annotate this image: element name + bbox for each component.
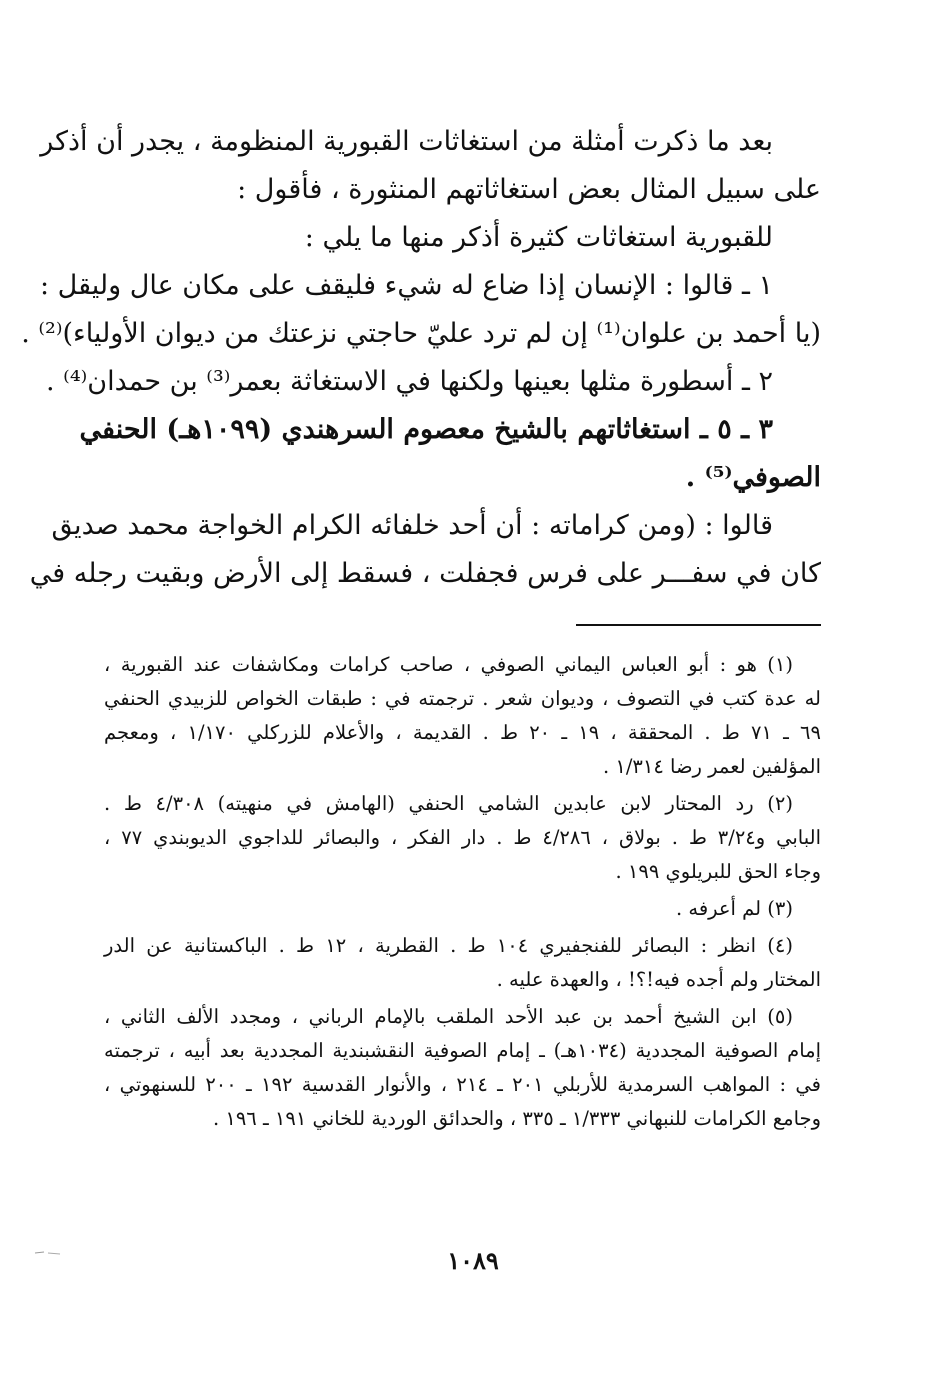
- footnote-line: إمام الصوفية المجددية (١٠٣٤هـ) ـ إمام الصوفية النقشبندية المجددية بعد أبيه ، ترجمته: [104, 1039, 821, 1062]
- main-text-line: للقبورية استغاثات كثيرة أذكر منها ما يلي :: [304, 222, 773, 253]
- footnote: [104, 892, 821, 926]
- scan-speck-mark: [34, 1250, 62, 1256]
- main-text: [21, 118, 821, 598]
- main-text-line: ١ ـ قالوا : الإنسان إذا ضاع له شيء فليقف على مكان عال وليقل :: [39, 270, 773, 301]
- main-text-line: على سبيل المثال بعض استغاثاتهم المنثورة ، فأقول :: [237, 174, 821, 205]
- footnote-line: ٦٩ ـ ٧١ ط . المحققة ، ١٩ ـ ٢٠ ط . القديمة ، والأعلام للزركلي ١/١٧٠ ، ومعجم: [104, 721, 821, 744]
- footnote: [104, 1000, 821, 1136]
- footnote-line: المؤلفين لعمر رضا ١/٣١٤ .: [602, 755, 821, 778]
- footnote-line: (١) هو : أبو العباس اليماني الصوفي ، صاحب كرامات ومكاشفات عند القبورية ،: [104, 653, 793, 676]
- main-text-line: كان في سفـــر على فرس فجفلت ، فسقط إلى الأرض وبقيت رجله في: [29, 558, 821, 589]
- footnote-line: في : المواهب السرمدية للأربلي ٢٠١ ـ ٢١٤ ، والأنوار القدسية ١٩٢ ـ ٢٠٠ للسنهوتي ،: [104, 1073, 821, 1096]
- main-text-line: ٣ ـ ٥ ـ استغاثاتهم بالشيخ معصوم السرهندي (١٠٩٩هـ) الحنفي: [79, 414, 773, 445]
- footnote-line: (٣) لم أعرفه .: [675, 897, 793, 920]
- footnote-divider: [576, 624, 821, 626]
- footnote-line: وجاء الحق للبريلوي ١٩٩ .: [615, 860, 821, 883]
- footnote: [104, 787, 821, 889]
- footnote-line: وجامع الكرامات للنبهاني ١/٣٣٣ ـ ٣٣٥ ، والحدائق الوردية للخاني ١٩١ ـ ١٩٦ .: [212, 1107, 821, 1130]
- footnotes: [104, 648, 821, 1139]
- footnote-line: (٢) رد المحتار لابن عابدين الشامي الحنفي (الهامش في منهيته) ٤/٣٠٨ ط .: [104, 792, 793, 815]
- main-text-line: ٢ ـ أسطورة مثلها بعينها ولكنها في الاستغاثة بعمر⁽³⁾ بن حمدان⁽⁴⁾ .: [46, 366, 773, 397]
- footnote-line: له عدة كتب في التصوف ، وديوان شعر . ترجمته في : طبقات الخواص للزبيدي الحنفي: [104, 687, 821, 710]
- footnote-line: المختار ولم أجده فيه!؟! ، والعهدة عليه .: [496, 968, 821, 991]
- footnote-line: البابي و٣/٢٤ ط . بولاق ، ٤/٢٨٦ ط . دار الفكر ، والبصائر للداجوي الديوبندي ٧٧ ،: [104, 826, 821, 849]
- footnote: [104, 929, 821, 997]
- main-text-line: (يا أحمد بن علوان⁽¹⁾ إن لم ترد عليّ حاجتي نزعتك من ديوان الأولياء)⁽²⁾ .: [21, 318, 821, 349]
- footnote-line: (٥) ابن الشيخ أحمد بن عبد الأحد الملقب بالإمام الرباني ، ومجدد الألف الثاني ،: [104, 1005, 793, 1028]
- main-text-line: بعد ما ذكرت أمثلة من استغاثات القبورية المنظومة ، يجدر أن أذكر: [40, 126, 773, 157]
- page-number: ١٠٨٩: [447, 1246, 499, 1275]
- footnote-line: (٤) انظر : البصائر للفنجفيري ١٠٤ ط . القطرية ، ١٢ ط . الباكستانية عن الدر: [104, 934, 793, 957]
- main-text-line: الصوفي⁽⁵⁾ .: [685, 462, 821, 493]
- footnote: [104, 648, 821, 784]
- main-text-line: قالوا : (ومن كراماته : أن أحد خلفائه الكرام الخواجة محمد صديق: [51, 510, 773, 541]
